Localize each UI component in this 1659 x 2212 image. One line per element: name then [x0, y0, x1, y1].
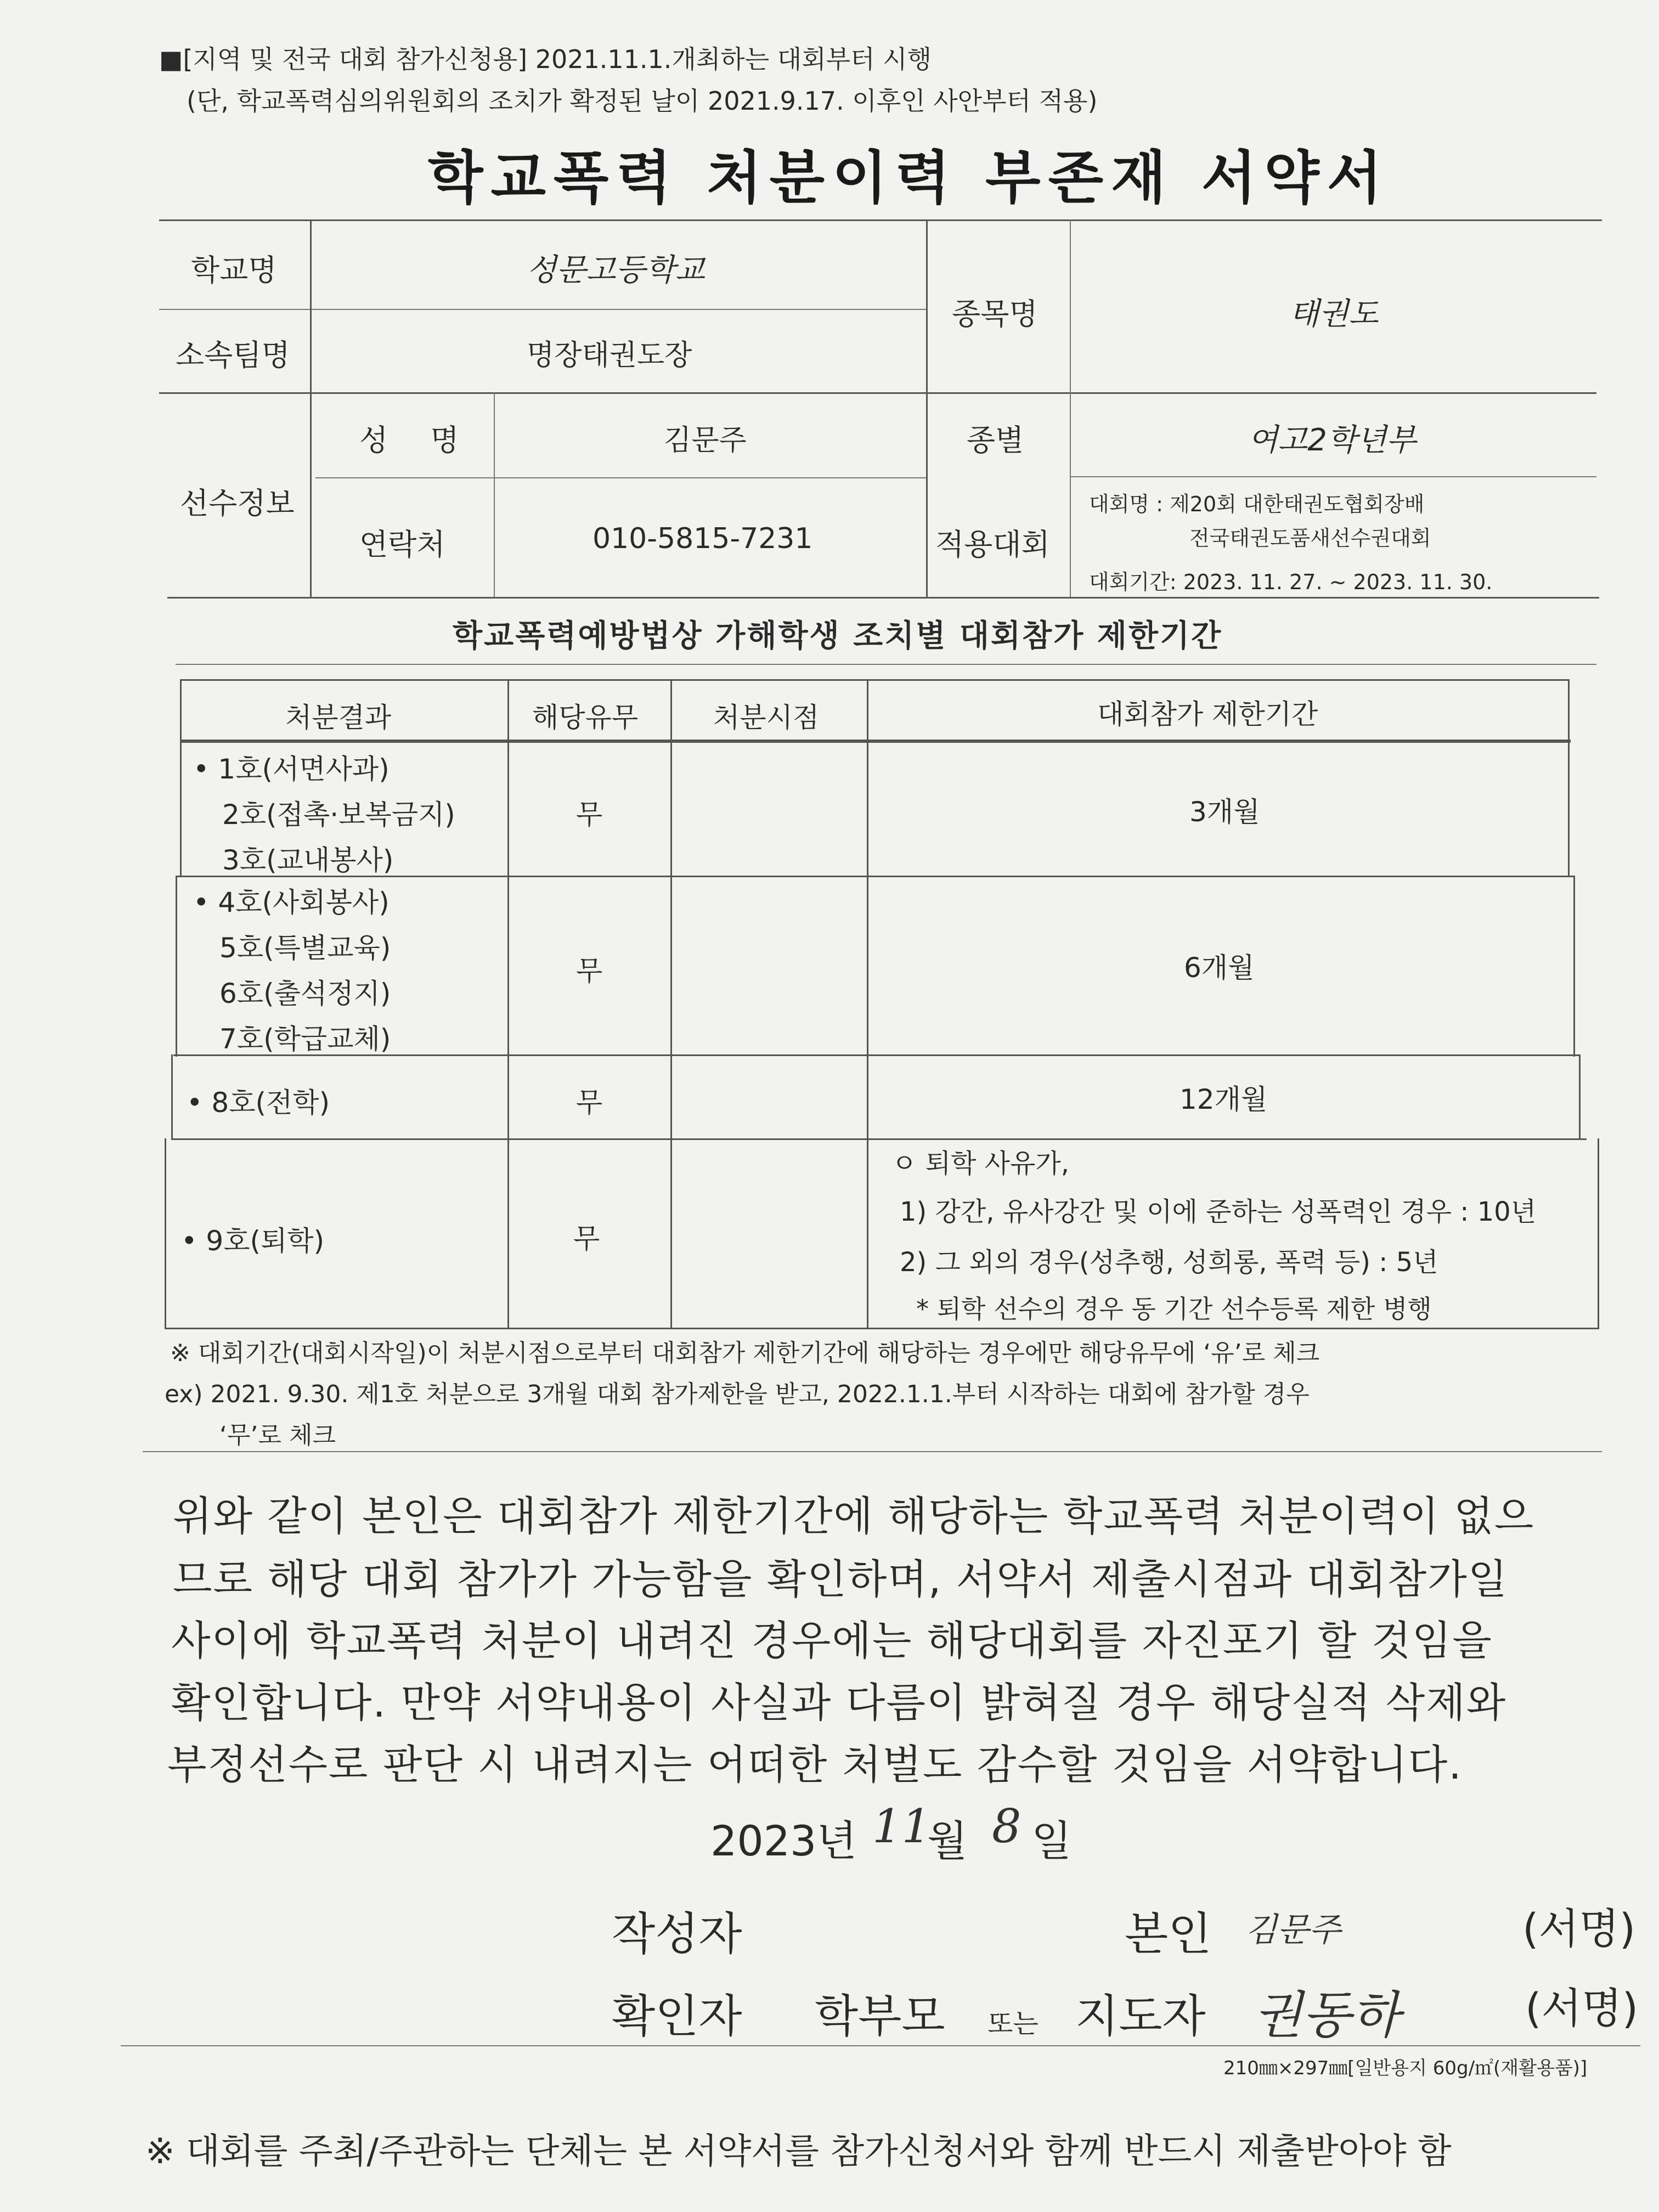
paper-spec: 210㎜×297㎜[일반용지 60g/㎡(재활용품)] — [1223, 2057, 1588, 2079]
row4-limit-line-2: 1) 강간, 유사강간 및 이에 준하는 성폭력인 경우 : 10년 — [900, 1197, 1537, 1227]
date-month-label: 월 — [927, 1816, 968, 1865]
school-value: 성문고등학교 — [527, 252, 705, 288]
row1-item-1: • 1호(서면사과) — [193, 753, 390, 785]
row4-limit-line-3: 2) 그 외의 경우(성추행, 성희롱, 폭력 등) : 5년 — [900, 1247, 1438, 1278]
sport-label: 종목명 — [952, 297, 1038, 331]
row3-limit: 12개월 — [1180, 1084, 1268, 1115]
author-label: 작성자 — [612, 1908, 742, 1960]
athlete-info-label: 선수정보 — [180, 486, 295, 521]
event-label: 적용대회 — [935, 527, 1050, 562]
self-signature-handwritten: 김문주 — [1245, 1911, 1341, 1949]
row1-item-3: 3호(교내봉사) — [222, 844, 394, 876]
header-line-1: ■[지역 및 전국 대회 참가신청용] 2021.11.1.개최하는 대회부터 시행 — [159, 44, 932, 74]
row2-item-4: 7호(학급교체) — [219, 1023, 391, 1055]
sport-value: 태권도 — [1289, 296, 1379, 332]
or-label: 또는 — [988, 2008, 1039, 2039]
school-label: 학교명 — [191, 253, 277, 287]
category-value: 여고2학년부 — [1248, 422, 1417, 458]
row4-item-1: • 9호(퇴학) — [181, 1225, 325, 1257]
row1-item-2: 2호(접촉·보복금지) — [222, 799, 455, 831]
row2-item-1: • 4호(사회봉사) — [193, 887, 390, 918]
row4-applicable: 무 — [573, 1223, 600, 1255]
date-year: 2023년 — [710, 1816, 857, 1865]
row2-item-2: 5호(특별교육) — [219, 932, 391, 964]
footer-note: ※ 대회를 주최/주관하는 단체는 본 서약서를 참가신청서와 함께 반드시 제출받아야 함 — [145, 2131, 1452, 2172]
row4-limit-line-1: ㅇ 퇴학 사유가, — [891, 1148, 1069, 1179]
event-period: 대회기간: 2023. 11. 27. ~ 2023. 11. 30. — [1089, 570, 1493, 594]
header-line-2: (단, 학교폭력심의위원회의 조치가 확정된 날이 2021.9.17. 이후인 사안부터 적용) — [187, 86, 1098, 116]
coach-label: 지도자 — [1075, 1990, 1206, 2042]
self-label: 본인 — [1125, 1908, 1212, 1960]
header-limit: 대회참가 제한기간 — [1097, 698, 1318, 730]
event-name-line-2: 전국태권도품새선수권대회 — [1189, 526, 1431, 550]
pledge-line-3: 사이에 학교폭력 처분이 내려진 경우에는 해당대회를 자진포기 할 것임을 — [171, 1617, 1493, 1664]
row1-applicable: 무 — [576, 799, 603, 831]
coach-sign-label: (서명) — [1525, 1984, 1639, 2033]
section-title: 학교폭력예방법상 가해학생 조치별 대회참가 제한기간 — [453, 618, 1223, 654]
date-month-handwritten: 11 — [872, 1799, 931, 1853]
header-applicable: 해당유무 — [532, 702, 639, 733]
contact-label: 연락처 — [359, 527, 445, 562]
row3-applicable: 무 — [576, 1087, 603, 1119]
coach-signature-handwritten: 권동하 — [1254, 1986, 1400, 2045]
pledge-line-5: 부정선수로 판단 시 내려지는 어떠한 처벌도 감수할 것임을 서약합니다. — [167, 1741, 1463, 1788]
team-value: 명장태권도장 — [527, 339, 692, 372]
name-label: 성 명 — [359, 423, 459, 458]
row1-limit: 3개월 — [1189, 796, 1260, 828]
pledge-line-1: 위와 같이 본인은 대회참가 제한기간에 해당하는 학교폭력 처분이력이 없으 — [173, 1493, 1535, 1540]
row2-applicable: 무 — [576, 955, 603, 987]
team-label: 소속팀명 — [176, 338, 290, 373]
pledge-line-2: 므로 해당 대회 참가가 가능함을 확인하며, 서약서 제출시점과 대회참가일 — [173, 1556, 1509, 1603]
date-day-label: 일 — [1031, 1816, 1072, 1865]
note-example-cont: ‘무’로 체크 — [219, 1421, 336, 1449]
header-result: 처분결과 — [285, 702, 392, 733]
self-sign-label: (서명) — [1522, 1904, 1636, 1953]
parent-label: 학부모 — [815, 1990, 945, 2042]
row3-item-1: • 8호(전학) — [187, 1087, 330, 1119]
row4-limit-line-4: * 퇴학 선수의 경우 동 기간 선수등록 제한 병행 — [916, 1294, 1432, 1324]
note-check: ※ 대회기간(대회시작일)이 처분시점으로부터 대회참가 제한기간에 해당하는 경우에만 해당유무에 ‘유’로 체크 — [170, 1339, 1320, 1367]
note-example: ex) 2021. 9.30. 제1호 처분으로 3개월 대회 참가제한을 받고, 2022.1.1.부터 시작하는 대회에 참가할 경우 — [165, 1380, 1310, 1408]
contact-value: 010-5815-7231 — [592, 522, 813, 555]
event-name-line-1: 대회명 : 제20회 대한태권도협회장배 — [1089, 492, 1425, 516]
pledge-line-4: 확인합니다. 만약 서약내용이 사실과 다름이 밝혀질 경우 해당실적 삭제와 — [171, 1679, 1507, 1726]
confirm-label: 확인자 — [612, 1990, 742, 2042]
row2-item-3: 6호(출석정지) — [219, 978, 391, 1009]
document-title: 학교폭력 처분이력 부존재 서약서 — [428, 144, 1390, 211]
name-value: 김문주 — [664, 424, 747, 457]
row2-limit: 6개월 — [1184, 952, 1255, 984]
category-label: 종별 — [967, 423, 1024, 458]
header-point: 처분시점 — [713, 702, 820, 733]
date-day-handwritten: 8 — [992, 1799, 1022, 1853]
